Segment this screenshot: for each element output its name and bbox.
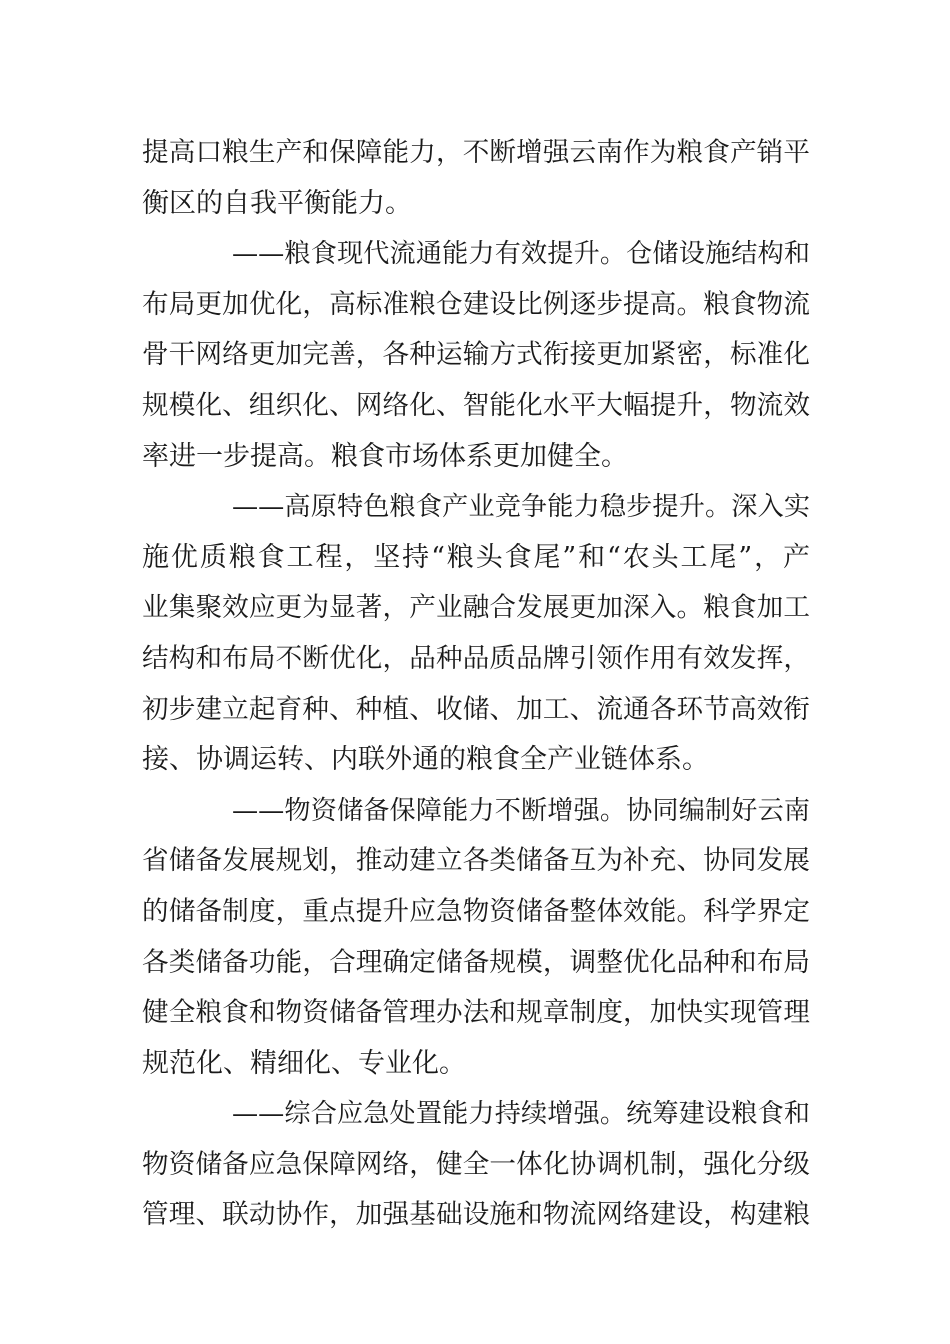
- text-line: 业集聚效应更为显著，产业融合发展更加深入。粮食加工: [142, 592, 810, 624]
- text-line: 结构和布局不断优化，品种品质品牌引领作用有效发挥，: [142, 642, 810, 674]
- text-line: 规模化、组织化、网络化、智能化水平大幅提升，物流效: [142, 389, 810, 421]
- text-line: 布局更加优化，高标准粮仓建设比例逐步提高。粮食物流: [142, 288, 810, 320]
- text-line: 骨干网络更加完善，各种运输方式衔接更加紧密，标准化: [142, 339, 810, 371]
- paragraph-first-line: ——高原特色粮食产业竞争能力稳步提升。深入实: [232, 492, 810, 523]
- paragraph-first-line: ——粮食现代流通能力有效提升。仓储设施结构和: [232, 239, 810, 270]
- text-line: 规范化、精细化、专业化。: [142, 1047, 466, 1079]
- text-line: 初步建立起育种、种植、收储、加工、流通各环节高效衔: [142, 693, 810, 725]
- text-line: 的储备制度，重点提升应急物资储备整体效能。科学界定: [142, 895, 810, 927]
- text-line: 接、协调运转、内联外通的粮食全产业链体系。: [142, 744, 709, 776]
- text-line: 物资储备应急保障网络，健全一体化协调机制，强化分级: [142, 1148, 810, 1180]
- text-line: 各类储备功能，合理确定储备规模，调整优化品种和布局: [142, 946, 810, 978]
- paragraph-first-line: ——综合应急处置能力持续增强。统筹建设粮食和: [232, 1099, 810, 1130]
- text-line: 衡区的自我平衡能力。: [142, 187, 412, 219]
- text-line: 健全粮食和物资储备管理办法和规章制度，加快实现管理: [142, 997, 810, 1029]
- text-line: 省储备发展规划，推动建立各类储备互为补充、协同发展: [142, 845, 810, 877]
- text-line: 提高口粮生产和保障能力，不断增强云南作为粮食产销平: [142, 137, 810, 168]
- text-line: 管理、联动协作，加强基础设施和物流网络建设，构建粮: [142, 1199, 810, 1231]
- text-line: 施优质粮食工程，坚持“粮头食尾”和“农头工尾”，产: [142, 541, 810, 573]
- text-line: 率进一步提高。粮食市场体系更加健全。: [142, 440, 628, 472]
- paragraph-first-line: ——物资储备保障能力不断增强。协同编制好云南: [232, 795, 810, 826]
- document-body: [142, 128, 810, 1241]
